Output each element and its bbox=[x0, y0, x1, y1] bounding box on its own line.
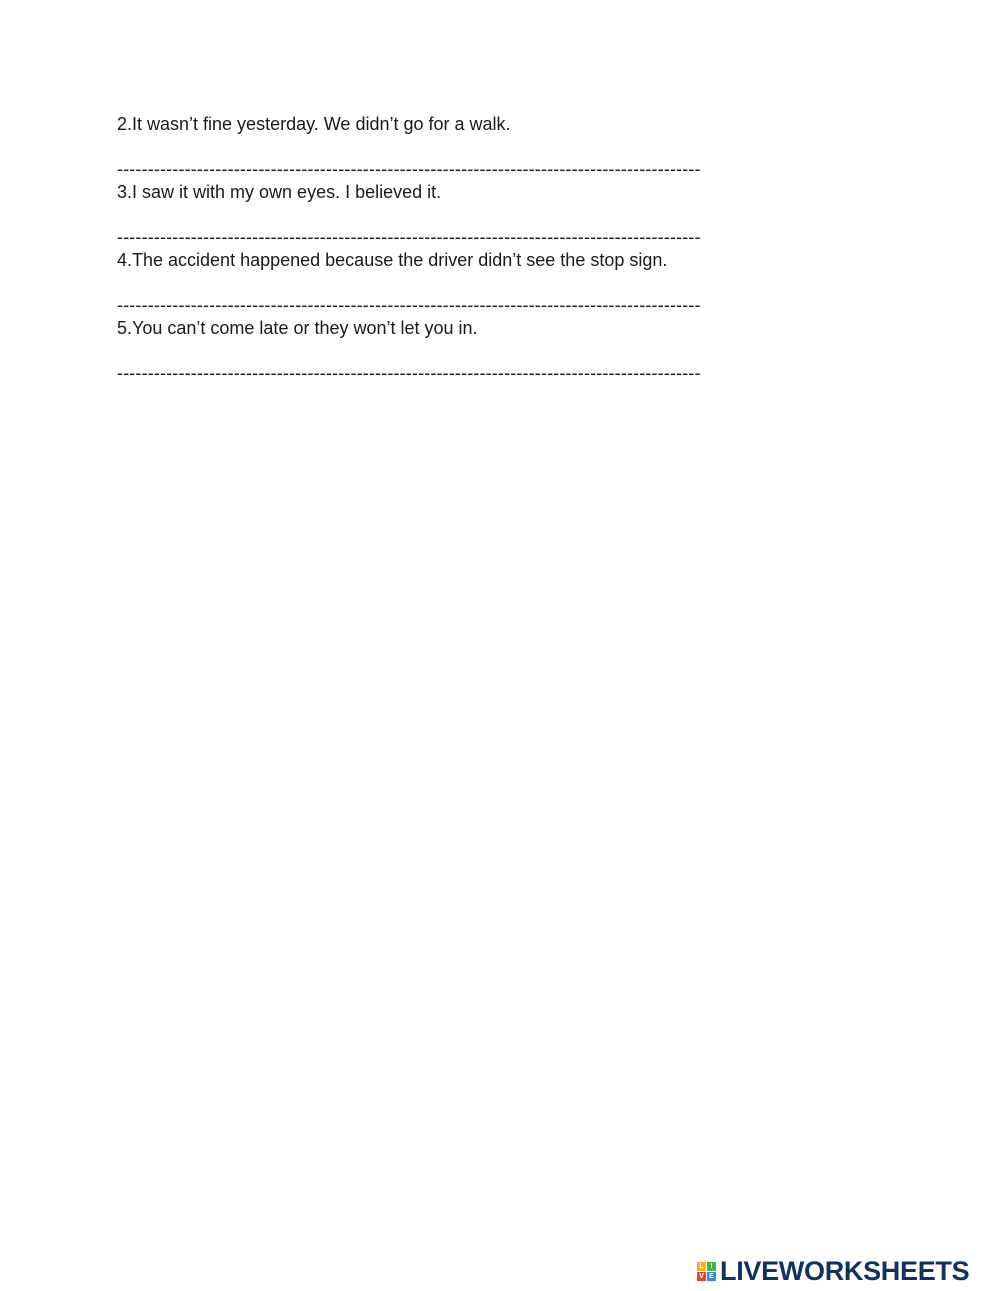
question-text: 3.I saw it with my own eyes. I believed it. bbox=[117, 182, 442, 202]
logo-mark-icon bbox=[697, 1262, 716, 1281]
logo-mark-cell-i: I bbox=[707, 1262, 716, 1271]
question-text: 2.It wasn’t fine yesterday. We didn’t go for a walk. bbox=[117, 114, 511, 134]
logo-text: LIVEWORKSHEETS bbox=[720, 1256, 970, 1286]
question-text: 5.You can’t come late or they won’t let you in. bbox=[117, 318, 478, 338]
worksheet bbox=[117, 113, 757, 384]
answer-line[interactable]: ----------------------------------------------------------------------------------------------- bbox=[117, 227, 701, 247]
exercise-item-4 bbox=[117, 249, 757, 316]
logo-mark-cell-e: E bbox=[707, 1272, 716, 1281]
logo-mark-cell-l: L bbox=[697, 1262, 706, 1271]
exercise-item-5 bbox=[117, 317, 757, 384]
liveworksheets-logo bbox=[697, 1256, 969, 1286]
answer-line[interactable]: ----------------------------------------------------------------------------------------------- bbox=[117, 159, 701, 179]
logo-mark-cell-v: V bbox=[697, 1272, 706, 1281]
exercise-item-2 bbox=[117, 113, 757, 180]
answer-line[interactable]: ----------------------------------------------------------------------------------------------- bbox=[117, 295, 701, 315]
answer-line[interactable]: ----------------------------------------------------------------------------------------------- bbox=[117, 363, 701, 383]
question-text: 4.The accident happened because the driver didn’t see the stop sign. bbox=[117, 250, 668, 270]
exercise-item-3 bbox=[117, 181, 757, 248]
